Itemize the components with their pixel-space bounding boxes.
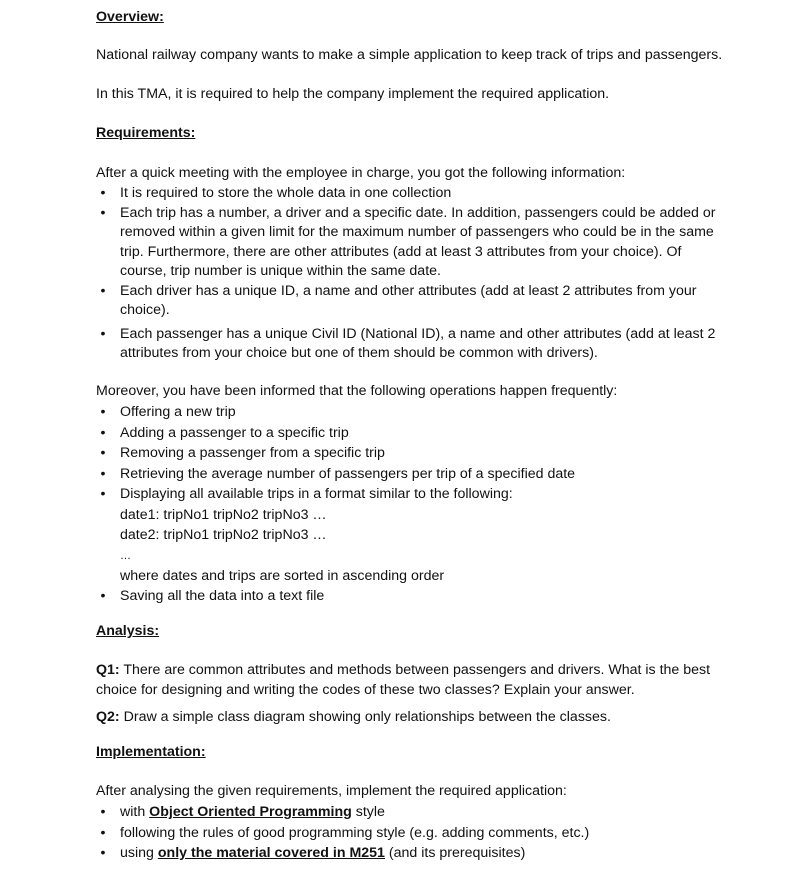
list-item-text: following the rules of good programming style (e.g. adding comments, etc.) bbox=[120, 824, 590, 841]
bullet-icon: • bbox=[100, 204, 106, 221]
list-item-text: Each passenger has a unique Civil ID (National ID), a name and other attributes (add at least 2 attributes from your choice but one of them should be common with drivers). bbox=[120, 325, 716, 361]
overview-heading: Overview: bbox=[96, 9, 164, 25]
bullet-icon: • bbox=[100, 845, 106, 861]
bullet-icon: • bbox=[100, 185, 106, 201]
q1-text: There are common attributes and methods between passengers and drivers. What is the best choice for designing and writing the codes of these two classes? Explain your answer. bbox=[96, 662, 711, 698]
m251-emphasis: only the material covered in M251 bbox=[157, 845, 385, 861]
list-item bbox=[96, 464, 730, 485]
list-item-text: Displaying all available trips in a format similar to the following: bbox=[120, 486, 513, 502]
list-item bbox=[96, 282, 730, 321]
q2-text: Draw a simple class diagram showing only relationships between the classes. bbox=[119, 709, 611, 725]
format-line: date2: tripNo1 tripNo2 tripNo3 … bbox=[120, 527, 327, 543]
list-item-text: using bbox=[120, 845, 158, 861]
list-item-text: Offering a new trip bbox=[120, 404, 236, 420]
overview-paragraph-2: In this TMA, it is required to help the company implement the required application. bbox=[96, 86, 610, 102]
list-item bbox=[96, 823, 730, 844]
bullet-icon: • bbox=[100, 445, 106, 461]
bullet-icon: • bbox=[100, 424, 106, 441]
list-item bbox=[96, 204, 730, 282]
requirements-intro: After a quick meeting with the employee in charge, you got the following information: bbox=[96, 165, 626, 181]
overview-paragraph-1: National railway company wants to make a simple application to keep track of trips and passengers. bbox=[96, 47, 723, 63]
list-item bbox=[96, 402, 730, 423]
bullet-icon: • bbox=[100, 325, 106, 342]
analysis-q1 bbox=[96, 661, 730, 700]
q2-label: Q2: bbox=[96, 709, 120, 725]
q1-label: Q1: bbox=[96, 662, 120, 678]
list-item-text: It is required to store the whole data in one collection bbox=[120, 185, 452, 201]
analysis-q2 bbox=[96, 708, 730, 728]
list-item-text: (and its prerequisites) bbox=[384, 845, 526, 861]
bullet-icon: • bbox=[100, 465, 106, 482]
implementation-intro: After analysing the given requirements, implement the required application: bbox=[96, 783, 567, 799]
list-item-text: Each trip has a number, a driver and a specific date. In addition, passengers could be added or removed within a given limit for the maximum number of passengers who could be in the same trip. Furthermore, there are other attributes (add at least 3 attributes from your choice). Of course, trip number is unique within the same date. bbox=[120, 204, 716, 279]
list-item-text: Retrieving the average number of passengers per trip of a specified date bbox=[120, 465, 576, 482]
operations-list bbox=[96, 402, 730, 607]
bullet-icon: • bbox=[100, 282, 106, 299]
analysis-heading: Analysis: bbox=[96, 623, 160, 639]
list-item-text: Each driver has a unique ID, a name and other attributes (add at least 2 attributes from your choice). bbox=[120, 282, 697, 318]
list-item bbox=[96, 423, 730, 444]
list-item bbox=[96, 802, 730, 823]
operations-intro: Moreover, you have been informed that the following operations happen frequently: bbox=[96, 383, 618, 399]
list-item bbox=[96, 586, 730, 607]
list-item-text: Saving all the data into a text file bbox=[120, 588, 325, 604]
implementation-heading: Implementation: bbox=[96, 744, 206, 760]
list-item bbox=[96, 325, 730, 364]
list-item bbox=[96, 443, 730, 464]
format-line: date1: tripNo1 tripNo2 tripNo3 … bbox=[120, 506, 327, 523]
list-item bbox=[96, 843, 730, 864]
bullet-icon: • bbox=[100, 804, 106, 820]
list-item-text: Removing a passenger from a specific trip bbox=[120, 445, 385, 461]
list-item bbox=[96, 484, 730, 505]
bullet-icon: • bbox=[100, 486, 106, 502]
format-note: where dates and trips are sorted in ascending order bbox=[120, 567, 445, 584]
requirements-list bbox=[96, 184, 730, 364]
list-item bbox=[96, 184, 730, 204]
bullet-icon: • bbox=[100, 588, 106, 604]
bullet-icon: • bbox=[100, 824, 106, 841]
implementation-list bbox=[96, 802, 730, 864]
bullet-icon: • bbox=[100, 404, 106, 420]
requirements-heading: Requirements: bbox=[96, 125, 196, 141]
list-item-text: with bbox=[120, 804, 150, 820]
oop-emphasis: Object Oriented Programming bbox=[149, 804, 352, 820]
list-item-text: style bbox=[351, 804, 385, 820]
format-ellipsis: … bbox=[120, 549, 131, 562]
list-item-text: Adding a passenger to a specific trip bbox=[120, 424, 349, 441]
